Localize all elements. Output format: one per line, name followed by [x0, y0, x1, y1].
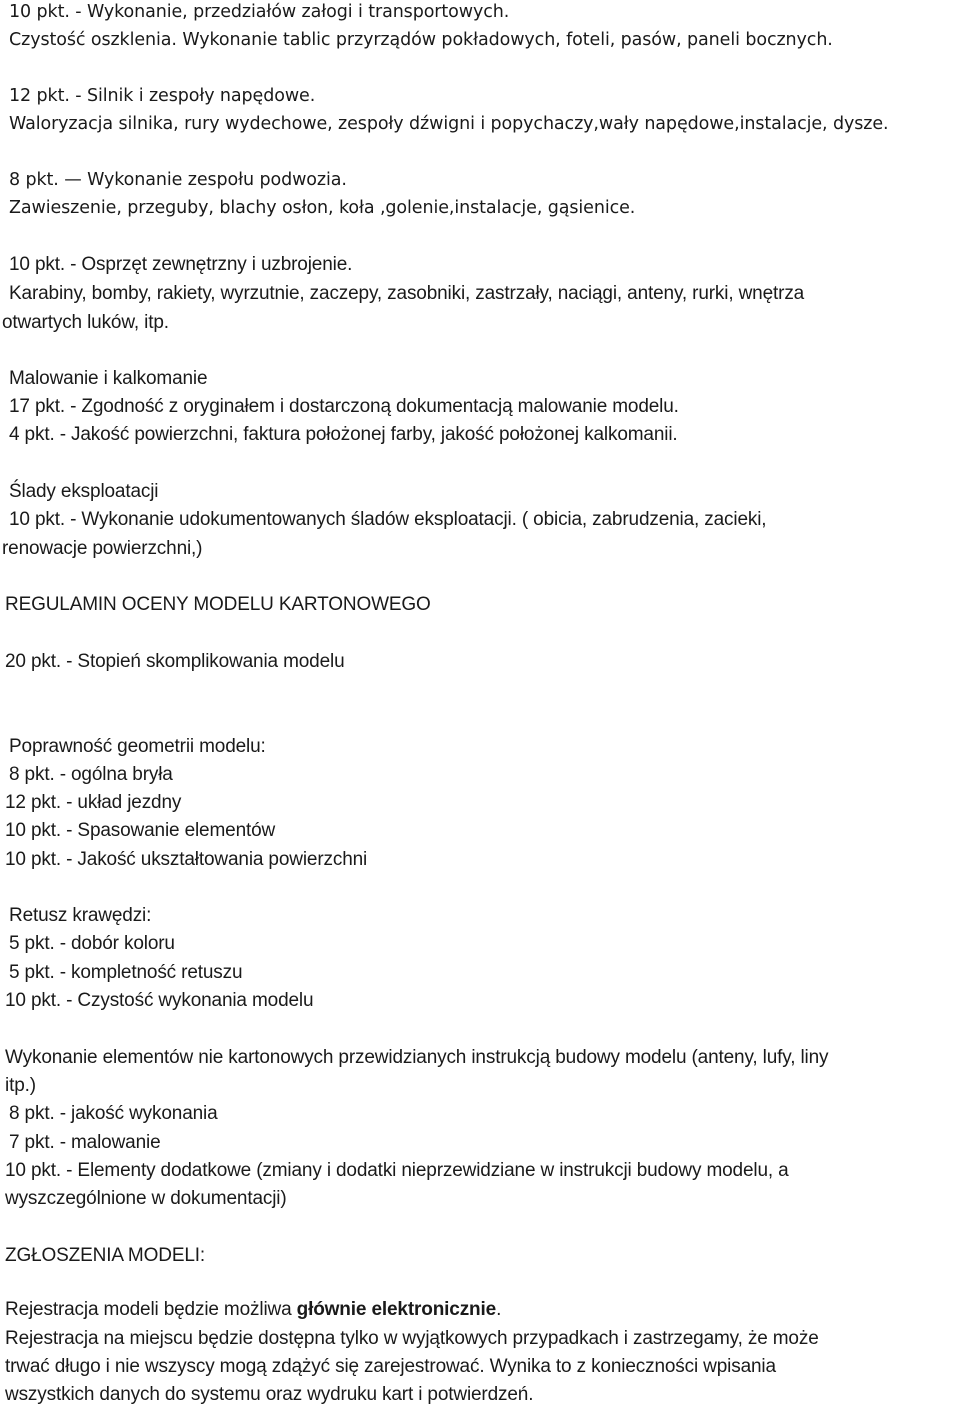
geometry-item-1: 8 pkt. - ogólna bryła	[9, 764, 173, 785]
noncardboard-title-1: Wykonanie elementów nie kartonowych przewidzianych instrukcją budowy modelu (anteny, lufy, liny	[5, 1047, 829, 1068]
s3-heading: 8 pkt. — Wykonanie zespołu podwozia.	[9, 170, 347, 190]
s3-text: Zawieszenie, przeguby, blachy osłon, koła ,golenie,instalacje, gąsienice.	[9, 198, 636, 218]
registration-suffix: .	[496, 1299, 502, 1320]
retouch-item-3: 10 pkt. - Czystość wykonania modelu	[5, 990, 314, 1011]
s2-heading: 12 pkt. - Silnik i zespoły napędowe.	[9, 86, 316, 106]
onsite-line-3: wszystkich danych do systemu oraz wydruku kart i potwierdzeń.	[5, 1384, 534, 1405]
retouch-item-2: 5 pkt. - kompletność retuszu	[9, 962, 243, 983]
geometry-title: Poprawność geometrii modelu:	[9, 736, 266, 757]
geometry-item-3: 10 pkt. - Spasowanie elementów	[5, 820, 276, 841]
retouch-title: Retusz krawędzi:	[9, 905, 152, 926]
noncardboard-title-2: itp.)	[5, 1075, 36, 1096]
retouch-item-1: 5 pkt. - dobór koloru	[9, 933, 175, 954]
submissions-title: ZGŁOSZENIA MODELI:	[5, 1245, 206, 1266]
painting-item-1: 17 pkt. - Zgodność z oryginałem i dostarczoną dokumentacją malowanie modelu.	[9, 396, 679, 417]
wear-line-2: renowacje powierzchni,)	[2, 538, 203, 559]
s4-text-line1: Karabiny, bomby, rakiety, wyrzutnie, zaczepy, zasobniki, zastrzały, naciągi, anteny, rurki, wnętrza	[9, 283, 805, 304]
geometry-item-4: 10 pkt. - Jakość ukształtowania powierzchni	[5, 849, 368, 870]
painting-item-2: 4 pkt. - Jakość powierzchni, faktura położonej farby, jakość położonej kalkomanii.	[9, 424, 678, 445]
registration-prefix: Rejestracja modeli będzie możliwa	[5, 1299, 297, 1320]
s1-heading: 10 pkt. - Wykonanie, przedziałów załogi i transportowych.	[9, 2, 510, 22]
geometry-item-2: 12 pkt. - układ jezdny	[5, 792, 182, 813]
complexity-line: 20 pkt. - Stopień skomplikowania modelu	[5, 651, 345, 672]
regulamin-title: REGULAMIN OCENY MODELU KARTONOWEGO	[5, 594, 431, 615]
onsite-line-2: trwać długo i nie wszyscy mogą zdążyć się zarejestrować. Wynika to z konieczności wpisania	[5, 1356, 776, 1377]
wear-line-1: 10 pkt. - Wykonanie udokumentowanych śladów eksploatacji. ( obicia, zabrudzenia, zacieki,	[9, 509, 767, 530]
s2-text: Waloryzacja silnika, rury wydechowe, zespoły dźwigni i popychaczy,wały napędowe,instalacje, dysze.	[9, 114, 889, 134]
registration-line	[5, 1300, 501, 1319]
s4-text-line2: otwartych luków, itp.	[2, 312, 169, 333]
noncardboard-extra-1: 10 pkt. - Elementy dodatkowe (zmiany i dodatki nieprzewidziane w instrukcji budowy modelu, a	[5, 1160, 789, 1181]
noncardboard-extra-2: wyszczególnione w dokumentacji)	[5, 1188, 287, 1209]
painting-title: Malowanie i kalkomanie	[9, 368, 208, 389]
s4-heading: 10 pkt. - Osprzęt zewnętrzny i uzbrojenie.	[9, 254, 353, 275]
s1-text: Czystość oszklenia. Wykonanie tablic przyrządów pokładowych, foteli, pasów, paneli bocznych.	[9, 30, 833, 50]
onsite-line-1: Rejestracja na miejscu będzie dostępna tylko w wyjątkowych przypadkach i zastrzegamy, że może	[5, 1328, 819, 1349]
noncardboard-item-1: 8 pkt. - jakość wykonania	[9, 1103, 218, 1124]
wear-title: Ślady eksploatacji	[9, 481, 159, 502]
registration-bold: głównie elektronicznie	[296, 1299, 497, 1320]
noncardboard-item-2: 7 pkt. - malowanie	[9, 1132, 161, 1153]
